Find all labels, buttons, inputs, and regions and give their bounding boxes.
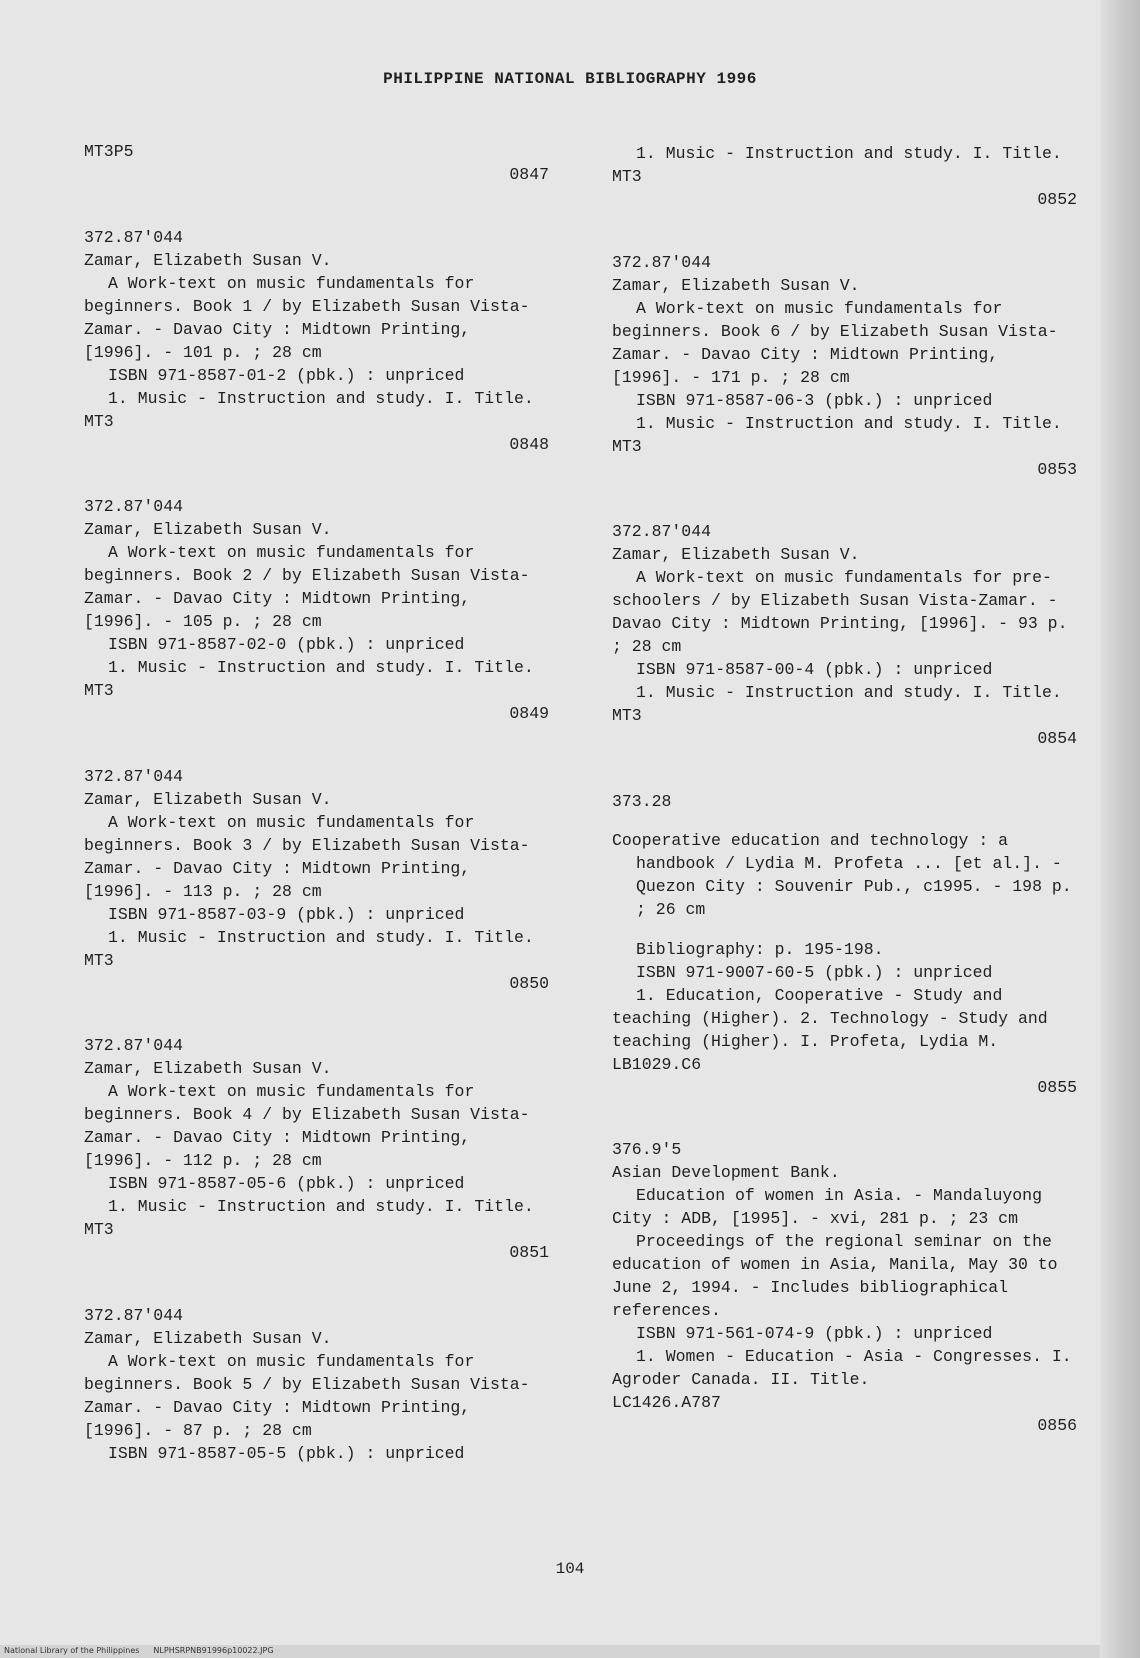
bib-entry-0853: [612, 458, 1077, 728]
entry-number: 0850: [509, 973, 549, 993]
call-number: MT3: [84, 681, 114, 700]
classification: 372.87'044: [84, 1305, 184, 1325]
isbn: ISBN 971-8587-05-5 (pbk.) : unpriced: [108, 1443, 465, 1463]
classification: 372.87'044: [84, 227, 184, 247]
subjects: 1. Music - Instruction and study. I. Title.: [636, 144, 1062, 163]
isbn: ISBN 971-8587-03-9 (pbk.) : unpriced: [108, 904, 465, 924]
title-statement: A Work-text on music fundamentals for beginners. Book 3 / by Elizabeth Susan Vista-Zamar. - Davao City : Midtown Printing, [1996]. - 113 p. ; 28 cm: [84, 812, 530, 901]
author: Zamar, Elizabeth Susan V.: [612, 275, 860, 295]
author: Zamar, Elizabeth Susan V.: [84, 520, 332, 539]
entry-number: 0851: [509, 1243, 549, 1262]
subjects: 1. Music - Instruction and study. I. Title.: [636, 413, 1062, 433]
entry-number: 0848: [509, 434, 549, 454]
call-number: LC1426.A787: [612, 1393, 721, 1412]
left-column: [84, 140, 549, 1465]
scan-footer: [4, 1646, 288, 1655]
bib-entry-0848: [84, 433, 549, 703]
footer-institution: National Library of the Philippines: [4, 1646, 140, 1655]
page-edge: [1100, 0, 1140, 1658]
entry-number-0856: 0856: [1037, 1416, 1077, 1435]
subjects: 1. Music - Instruction and study. I. Title.: [108, 658, 534, 677]
title-statement: A Work-text on music fundamentals for beginners. Book 6 / by Elizabeth Susan Vista-Zamar. - Davao City : Midtown Printing, [1996]. - 171 p. ; 28 cm: [612, 298, 1058, 387]
page-header: PHILIPPINE NATIONAL BIBLIOGRAPHY 1996: [383, 70, 757, 88]
proceedings-note: Proceedings of the regional seminar on the education of women in Asia, Manila, May 30 to June 2, 1994. - Includes bibliographical references.: [612, 1232, 1058, 1320]
call-number: MT3: [612, 167, 642, 186]
author: Zamar, Elizabeth Susan V.: [612, 545, 860, 564]
title-statement: Cooperative education and technology : a handbook / Lydia M. Profeta ... [et al.]. - Quezon City : Souvenir Pub., c1995. - 198 p. ; 26 cm: [612, 831, 1072, 919]
bib-entry-0851: [84, 1241, 549, 1465]
isbn: ISBN 971-8587-06-3 (pbk.) : unpriced: [636, 390, 993, 410]
call-number: MT3: [612, 706, 642, 725]
call-number: MT3: [612, 436, 642, 456]
title-statement: A Work-text on music fundamentals for beginners. Book 5 / by Elizabeth Susan Vista-Zamar. - Davao City : Midtown Printing, [1996]. - 87 p. ; 28 cm: [84, 1351, 530, 1440]
author: Asian Development Bank.: [612, 1163, 840, 1182]
entry-number: 0855: [1037, 1077, 1077, 1097]
footer-file: NLPHSRPNB91996p10022.JPG: [153, 1646, 274, 1655]
right-column: [612, 142, 1077, 1454]
call-number: MT3: [84, 950, 114, 970]
bib-entry-0849: [84, 702, 549, 972]
classification: 372.87'044: [612, 522, 712, 541]
title-statement: A Work-text on music fundamentals for beginners. Book 2 / by Elizabeth Susan Vista-Zamar. - Davao City : Midtown Printing, [1996]. - 105 p. ; 28 cm: [84, 543, 530, 631]
classification: 376.9'5: [612, 1140, 682, 1159]
author: Zamar, Elizabeth Susan V.: [84, 1059, 332, 1078]
isbn: ISBN 971-8587-05-6 (pbk.) : unpriced: [108, 1174, 465, 1193]
entry-number: 0852: [1037, 190, 1077, 209]
subjects: 1. Education, Cooperative - Study and teaching (Higher). 2. Technology - Study and teaching (Higher). I. Profeta, Lydia M.: [612, 985, 1048, 1051]
bib-entry-0847: [84, 163, 549, 433]
bib-entry-continuation: [612, 142, 1077, 188]
subjects: 1. Music - Instruction and study. I. Title.: [108, 388, 534, 408]
classification: 372.87'044: [84, 497, 184, 516]
entry-number: 0847: [509, 165, 549, 184]
call-number-lead: MT3P5: [84, 142, 134, 161]
title-statement: A Work-text on music fundamentals for beginners. Book 4 / by Elizabeth Susan Vista-Zamar. - Davao City : Midtown Printing, [1996]. - 112 p. ; 28 cm: [84, 1082, 530, 1170]
subjects: 1. Music - Instruction and study. I. Title.: [108, 1197, 534, 1216]
author: Zamar, Elizabeth Susan V.: [84, 250, 332, 270]
bib-entry-0850: [84, 972, 549, 1242]
bib-entry-0854: [612, 727, 1077, 1076]
subjects: 1. Music - Instruction and study. I. Title.: [108, 927, 534, 947]
author: Zamar, Elizabeth Susan V.: [84, 1328, 332, 1348]
bibliography-note: Bibliography: p. 195-198.: [636, 939, 884, 959]
author: Zamar, Elizabeth Susan V.: [84, 789, 332, 809]
classification: 372.87'044: [84, 1036, 184, 1055]
title-statement: Education of women in Asia. - Mandaluyong City : ADB, [1995]. - xvi, 281 p. ; 23 cm: [612, 1186, 1042, 1228]
isbn: ISBN 971-8587-00-4 (pbk.) : unpriced: [636, 660, 993, 679]
isbn: ISBN 971-8587-01-2 (pbk.) : unpriced: [108, 365, 465, 385]
entry-number: 0849: [509, 704, 549, 723]
title-statement: A Work-text on music fundamentals for beginners. Book 1 / by Elizabeth Susan Vista-Zamar. - Davao City : Midtown Printing, [1996]. - 101 p. ; 28 cm: [84, 273, 530, 362]
isbn: ISBN 971-8587-02-0 (pbk.) : unpriced: [108, 635, 465, 654]
subjects: 1. Women - Education - Asia - Congresses. I. Agroder Canada. II. Title.: [612, 1347, 1072, 1389]
call-number: LB1029.C6: [612, 1054, 702, 1074]
classification: 373.28: [612, 791, 672, 811]
entry-number: 0854: [1037, 729, 1077, 748]
entry-number: 0853: [1037, 459, 1077, 479]
isbn: ISBN 971-561-074-9 (pbk.) : unpriced: [636, 1324, 993, 1343]
title-statement: A Work-text on music fundamentals for pre-schoolers / by Elizabeth Susan Vista-Zamar. - Davao City : Midtown Printing, [1996]. - 93 p. ; 28 cm: [612, 568, 1068, 656]
classification: 372.87'044: [612, 252, 712, 272]
call-number: MT3: [84, 411, 114, 431]
page-number: 104: [555, 1560, 585, 1578]
bib-entry-0855: [612, 1076, 1077, 1415]
call-number: MT3: [84, 1220, 114, 1239]
bib-entry-0852: [612, 188, 1077, 458]
subjects: 1. Music - Instruction and study. I. Title.: [636, 683, 1062, 702]
isbn: ISBN 971-9007-60-5 (pbk.) : unpriced: [636, 962, 993, 982]
classification: 372.87'044: [84, 766, 184, 786]
